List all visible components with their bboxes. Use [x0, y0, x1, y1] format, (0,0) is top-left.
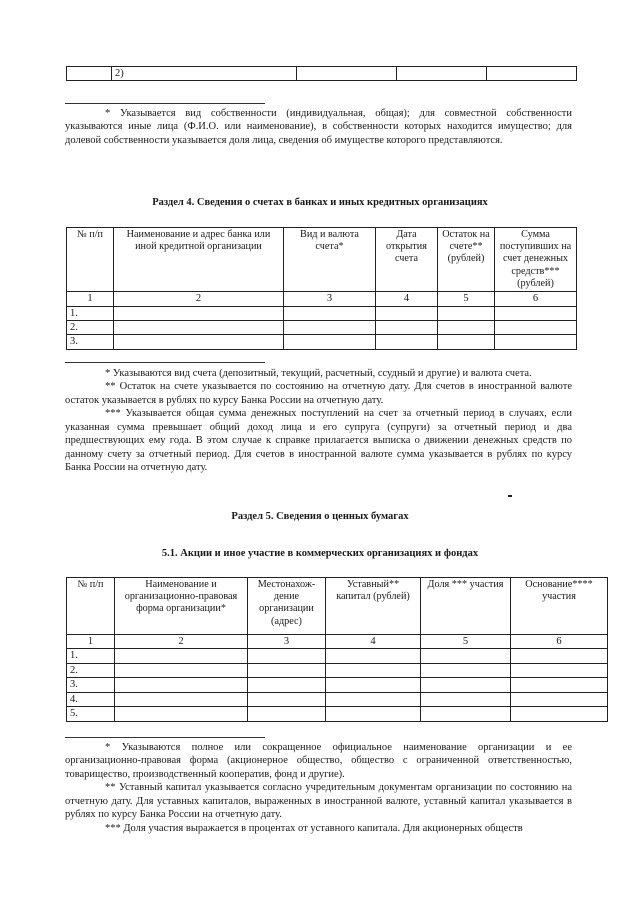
shares-header-row [67, 578, 608, 635]
accounts-colnum: 3 [284, 292, 376, 306]
accounts-colnum: 4 [376, 292, 438, 306]
shares-colnum: 6 [511, 635, 608, 649]
row-number: 5. [67, 707, 115, 721]
accounts-colnum: 5 [438, 292, 495, 306]
top-table-row-label: 2) [112, 67, 297, 81]
accounts-colnum: 2 [114, 292, 284, 306]
section4-note-3: *** Указывается общая сумма денежных поступлений на счет за отчетный период в случаях, если указанная сумма превышает общий доход лица и его супруга (супруги) за отчетный период и два предшествующих ему года. В этом случае к справке прилагается выписка о движении денежных средств по данному счету за отчетный период. Для счетов в иностранной валюте сумма указывается в рублях по курсу Банка России на отчетную дату. [65, 408, 572, 474]
table-row [67, 678, 608, 692]
section4-note-2: ** Остаток на счете указывается по состоянию на отчетную дату. Для счетов в иностранной валюте остаток указывается в рублях по курсу Банка России на отчетную дату. [65, 381, 572, 406]
footnote-section3 [65, 107, 572, 147]
section5-title: Раздел 5. Сведения о ценных бумагах [231, 511, 409, 522]
section5-1-notes [65, 741, 572, 835]
footnote-rule [65, 737, 265, 738]
section5-1-note-1: * Указываются полное или сокращенное официальное наименование организации и ее организационно-правовая форма (акционерное общество, общество с ограниченной ответственностью, товарищество, производственный кооператив, фонд и другие). [65, 742, 572, 780]
accounts-header-row [67, 228, 577, 292]
table-row [67, 663, 608, 677]
table-row [67, 335, 577, 349]
shares-header-share: Доля *** участия [421, 578, 511, 635]
accounts-colnum: 6 [495, 292, 577, 306]
section4-notes [65, 367, 572, 475]
accounts-table [66, 227, 577, 350]
footnote-section3-text: * Указывается вид собственности (индивидуальная, общая); для совместной собственности указываются иные лица (Ф.И.О. или наименование), в собственности которых находится имущество; для долевой собственности указывается доля лица, сведения об имуществе которого представляются. [65, 108, 572, 146]
table-row [67, 649, 608, 663]
row-number: 4. [67, 692, 115, 706]
accounts-colnum-row [67, 292, 577, 306]
scan-speck [508, 495, 512, 497]
row-number: 1. [67, 306, 114, 320]
accounts-header-bank: Наименование и адрес банка или иной кредитной организации [114, 228, 284, 292]
shares-header-basis: Основание**** участия [511, 578, 608, 635]
shares-colnum: 5 [421, 635, 511, 649]
section4-title: Раздел 4. Сведения о счетах в банках и иных кредитных организациях [152, 197, 488, 208]
accounts-header-balance: Остаток на счете** (рублей) [438, 228, 495, 292]
shares-header-org: Наименование и организационно-правовая форма организации* [115, 578, 248, 635]
row-number: 3. [67, 335, 114, 349]
footnote-rule [65, 103, 265, 104]
accounts-header-num: № п/п [67, 228, 114, 292]
shares-header-num: № п/п [67, 578, 115, 635]
shares-colnum: 1 [67, 635, 115, 649]
footnote-rule [65, 362, 265, 363]
section5-1-note-2: ** Уставный капитал указывается согласно учредительным документам организации по состоянию на отчетную дату. Для уставных капиталов, выраженных в иностранной валюте, уставный капитал указывается в рублях по курсу Банка России на отчетную дату. [65, 782, 572, 821]
shares-colnum: 2 [115, 635, 248, 649]
row-number: 3. [67, 678, 115, 692]
table-row [67, 692, 608, 706]
shares-colnum: 4 [326, 635, 421, 649]
accounts-header-type: Вид и валюта счета* [284, 228, 376, 292]
accounts-header-date: Дата открытия счета [376, 228, 438, 292]
table-row [67, 321, 577, 335]
shares-colnum-row [67, 635, 608, 649]
shares-colnum: 3 [248, 635, 326, 649]
section5-1-title: 5.1. Акции и иное участие в коммерческих организациях и фондах [161, 548, 479, 559]
section5-1-note-3: *** Доля участия выражается в процентах от уставного капитала. Для акционерных обществ [105, 822, 523, 834]
row-number: 2. [67, 663, 115, 677]
shares-header-capital: Уставный** капитал (рублей) [326, 578, 421, 635]
accounts-colnum: 1 [67, 292, 114, 306]
row-number: 1. [67, 649, 115, 663]
top-table [66, 66, 577, 81]
table-row [67, 306, 577, 320]
row-number: 2. [67, 321, 114, 335]
accounts-header-sum: Сумма поступивших на счет денежных средств*** (рублей) [495, 228, 577, 292]
shares-table [66, 577, 608, 722]
section4-note-1: * Указываются вид счета (депозитный, текущий, расчетный, ссудный и другие) и валюта счета. [105, 368, 532, 379]
shares-header-location: Местонахож-дение организации (адрес) [248, 578, 326, 635]
table-row [67, 707, 608, 721]
